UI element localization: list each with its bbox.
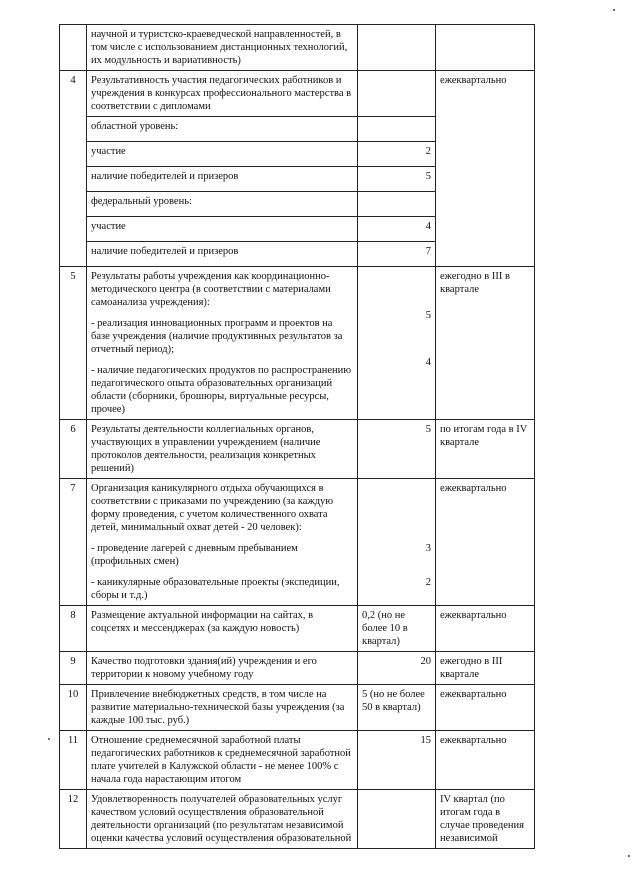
table-row <box>60 685 535 731</box>
period-cell <box>436 25 535 71</box>
period-cell: ежегодно в III квартале <box>436 652 535 685</box>
row-number: 9 <box>60 652 87 685</box>
scan-speck <box>48 738 50 740</box>
row-number: 11 <box>60 731 87 790</box>
indicator-text: - проведение лагерей с дневным пребыванием (профильных смен) <box>91 543 298 567</box>
points-value: 3 <box>425 543 431 554</box>
points-cell: 20 <box>358 652 436 685</box>
period-cell: ежеквартально <box>436 606 535 652</box>
points-cell: 5 (но не более 50 в квартал) <box>358 685 436 731</box>
points-cell: 2 <box>358 142 436 167</box>
table-row <box>60 420 535 479</box>
sub-label: федеральный уровень: <box>87 192 358 217</box>
table-row <box>60 606 535 652</box>
sub-label: участие <box>87 142 358 167</box>
points-value: 5 <box>425 310 431 321</box>
indicator-text: Организация каникулярного отдыха обучающихся в соответствии с приказами по учреждению (за каждую форму проведения, с учетом количественного охвата детей, минимальный охват детей - 20 человек): <box>91 483 334 533</box>
sub-label: участие <box>87 217 358 242</box>
scan-speck <box>628 855 630 857</box>
row-number: 8 <box>60 606 87 652</box>
points-cell: 7 <box>358 242 436 267</box>
points-cell <box>358 192 436 217</box>
points-cell: 4 <box>358 217 436 242</box>
row-number: 6 <box>60 420 87 479</box>
points-cell: 5 <box>358 420 436 479</box>
period-cell: по итогам года в IV квартале <box>436 420 535 479</box>
row-number: 12 <box>60 790 87 849</box>
indicator-text: Результаты работы учреждения как координационно-методического центра (в соответствии с материалами самоанализа учреждения): <box>91 271 331 308</box>
indicator-text: - реализация инновационных программ и проектов на базе учреждения (наличие продуктивных результатов за отчетный период); <box>91 318 343 355</box>
criteria-table <box>59 24 535 849</box>
points-value <box>362 482 431 542</box>
points-cell <box>358 117 436 142</box>
indicator-cell: научной и туристско-краеведческой направленностей, в том числе с использованием дистанционных технологий, их модульность и вариативность) <box>87 25 358 71</box>
table-row <box>60 479 535 606</box>
indicator-cell <box>87 479 358 606</box>
sub-label: наличие победителей и призеров <box>87 167 358 192</box>
indicator-cell: Размещение актуальной информации на сайтах, в соцсетях и мессенджерах (за каждую новость) <box>87 606 358 652</box>
points-cell <box>358 267 436 420</box>
row-number: 5 <box>60 267 87 420</box>
row-number: 7 <box>60 479 87 606</box>
row-number <box>60 25 87 71</box>
points-cell: 15 <box>358 731 436 790</box>
indicator-cell: Привлечение внебюджетных средств, в том числе на развитие материально-технической базы учреждения (за каждые 100 тыс. руб.) <box>87 685 358 731</box>
period-cell: ежегодно в III в квартале <box>436 267 535 420</box>
table-row <box>60 267 535 420</box>
points-cell <box>358 790 436 849</box>
indicator-cell: Результативность участия педагогических работников и учреждения в конкурсах профессионального мастерства в соответствии с дипломами <box>87 71 358 117</box>
row-number: 10 <box>60 685 87 731</box>
indicator-text: - каникулярные образовательные проекты (экспедиции, сборы и т.д.) <box>91 577 340 601</box>
sub-label: наличие победителей и призеров <box>87 242 358 267</box>
points-value: 4 <box>425 357 431 368</box>
period-cell: IV квартал (по итогам года в случае проведения независимой <box>436 790 535 849</box>
row-number: 4 <box>60 71 87 267</box>
table-row <box>60 790 535 849</box>
period-cell: ежеквартально <box>436 479 535 606</box>
table-row <box>60 652 535 685</box>
scan-speck <box>613 9 615 11</box>
indicator-cell: Результаты деятельности коллегиальных органов, участвующих в управлении учреждением (наличие протоколов деятельности, реализация конкретных решений) <box>87 420 358 479</box>
points-value: 2 <box>425 577 431 588</box>
period-cell: ежеквартально <box>436 731 535 790</box>
table-row <box>60 25 535 71</box>
points-cell: 0,2 (но не более 10 в квартал) <box>358 606 436 652</box>
points-value <box>362 270 431 309</box>
indicator-cell: Удовлетворенность получателей образовательных услуг качеством условий осуществления образовательной деятельности организаций (по результатам независимой оценки качества условий осуществления образовательной <box>87 790 358 849</box>
points-cell <box>358 25 436 71</box>
points-cell <box>358 479 436 606</box>
period-cell: ежеквартально <box>436 71 535 267</box>
table-row <box>60 731 535 790</box>
indicator-cell <box>87 267 358 420</box>
indicator-text: - наличие педагогических продуктов по распространению педагогического опыта образовательных организаций области (сборники, брошюры, виртуальные ресурсы, прочее) <box>91 365 352 415</box>
indicator-cell: Качество подготовки здания(ий) учреждения и его территории к новому учебному году <box>87 652 358 685</box>
sub-label: областной уровень: <box>87 117 358 142</box>
points-cell: 5 <box>358 167 436 192</box>
table-row <box>60 71 535 117</box>
period-cell: ежеквартально <box>436 685 535 731</box>
indicator-cell: Отношение среднемесячной заработной платы педагогических работников к среднемесячной заработной плате учителей в Калужской области - не менее 100% с начала года нарастающим итогом <box>87 731 358 790</box>
